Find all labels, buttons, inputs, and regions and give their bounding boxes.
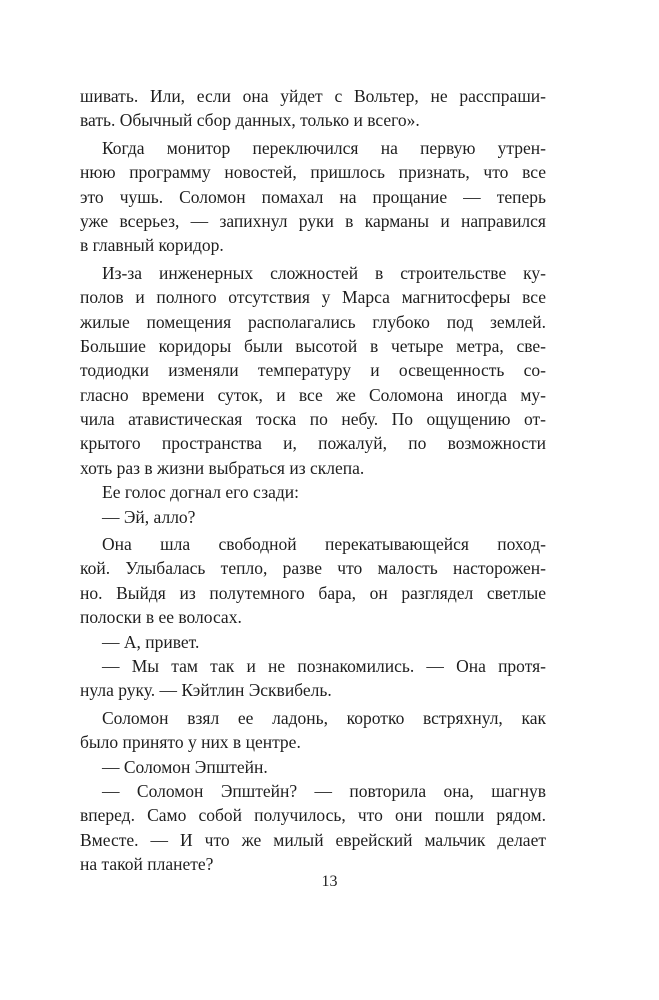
text-line: полоски в ее волосах.: [80, 607, 242, 628]
text-line: Она шла свободной перекатывающейся поход-: [102, 534, 546, 555]
dialogue-line: Вместе. — И что же милый еврейский мальчик делает: [80, 829, 546, 850]
paragraph-5: [80, 505, 546, 529]
text-line: было принято у них в центре.: [80, 732, 301, 753]
text-line: крытого пространства и, пожалуй, по возможности: [80, 433, 546, 454]
dialogue-line: на такой планете?: [80, 854, 214, 875]
dialogue-line: — А, привет.: [102, 631, 200, 652]
text-line: Когда монитор переключился на первую утрен-: [102, 137, 546, 158]
dialogue-line: — Соломон Эпштейн? — повторила она, шагнув: [102, 780, 546, 801]
paragraph-7: [80, 630, 546, 654]
dialogue-line: — Мы там так и не познакомились. — Она протя-: [102, 655, 546, 676]
page-body: [80, 84, 546, 877]
text-line: в главный коридор.: [80, 235, 224, 256]
text-line: нюю программу новостей, пришлось признать, что все: [80, 162, 546, 183]
dialogue-line: нула руку. — Кэйтлин Эсквибель.: [80, 680, 332, 701]
text-line: но. Выйдя из полутемного бара, он разглядел светлые: [80, 582, 546, 603]
text-line: Большие коридоры были высотой в четыре метра, све-: [80, 335, 546, 356]
paragraph-2: [80, 136, 546, 258]
paragraph-6: [80, 532, 546, 630]
text-line: жилые помещения располагались глубоко под землей.: [80, 311, 546, 332]
text-line: полов и полного отсутствия у Марса магнитосферы все: [80, 287, 546, 308]
paragraph-10: [80, 755, 546, 779]
text-line: тодиодки изменяли температуру и освещенность со-: [80, 360, 546, 381]
dialogue-line: — Соломон Эпштейн.: [102, 756, 268, 777]
text-line: хоть раз в жизни выбраться из склепа.: [80, 457, 365, 478]
dialogue-line: — Эй, алло?: [102, 506, 196, 527]
paragraph-9: [80, 706, 546, 755]
page-number: 13: [321, 873, 338, 890]
paragraph-8: [80, 654, 546, 703]
paragraph-4: [80, 480, 546, 504]
dialogue-line: вперед. Само собой получилось, что они пошли рядом.: [80, 805, 546, 826]
text-line: уже всерьез, — запихнул руки в карманы и направился: [80, 210, 546, 231]
text-line: Ее голос догнал его сзади:: [102, 482, 300, 503]
text-line: чила атавистическая тоска по небу. По ощущению от-: [80, 409, 546, 430]
text-line: шивать. Или, если она уйдет с Вольтер, не расспраши-: [80, 86, 546, 106]
text-line: это чушь. Соломон помахал на прощание — теперь: [80, 186, 546, 207]
paragraph-3: [80, 261, 546, 481]
text-line: кой. Улыбалась тепло, разве что малость насторожен-: [80, 558, 546, 579]
paragraph-11: [80, 779, 546, 877]
text-line: гласно времени суток, и все же Соломона иногда му-: [80, 384, 546, 405]
text-line: Из-за инженерных сложностей в строительстве ку-: [102, 262, 546, 283]
text-line: вать. Обычный сбор данных, только и всего».: [80, 110, 420, 131]
text-line: Соломон взял ее ладонь, коротко встряхнул, как: [102, 707, 546, 728]
paragraph-1: [80, 84, 546, 133]
